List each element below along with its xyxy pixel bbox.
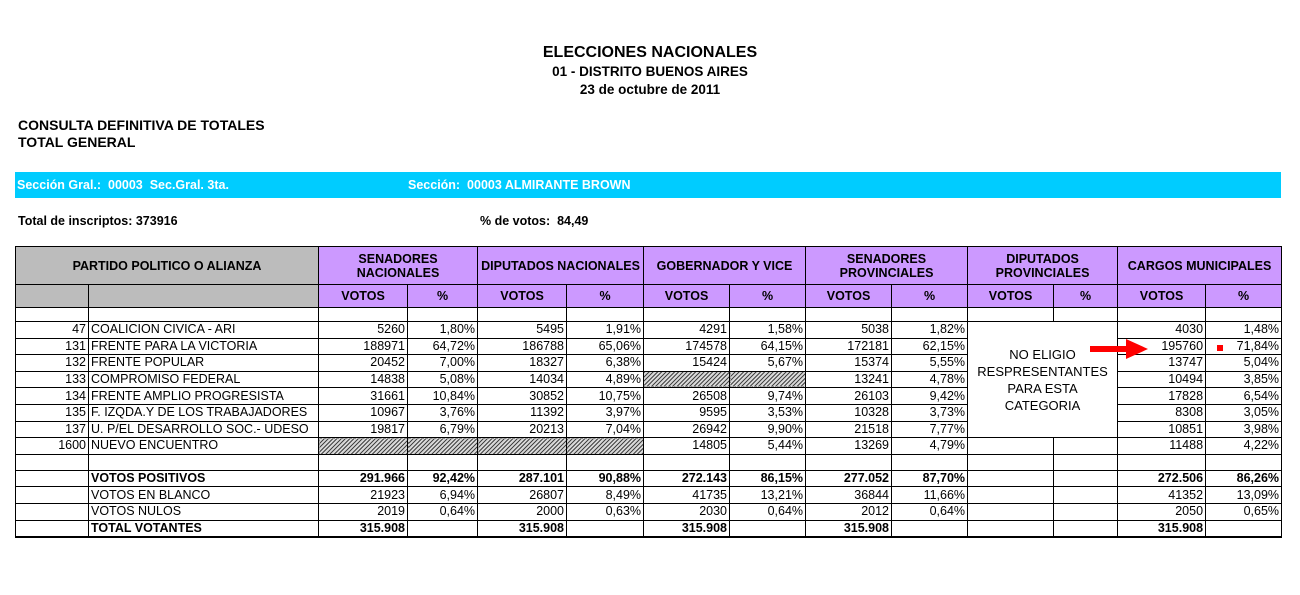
percent-cell: 6,54% <box>1206 388 1282 405</box>
percent-cell: 10,84% <box>408 388 478 405</box>
spacer-cell <box>1118 308 1206 322</box>
percent-cell: 71,84% <box>1206 338 1282 355</box>
percent-cell: 5,08% <box>408 371 478 388</box>
totals-label: VOTOS NULOS <box>89 503 319 520</box>
spacer-cell <box>408 308 478 322</box>
votes-cell: 8308 <box>1118 404 1206 421</box>
party-name: U. P/EL DESARROLLO SOC.- UDESO <box>89 421 319 438</box>
percent-cell: 1,91% <box>567 322 644 339</box>
percent-cell: 6,94% <box>408 487 478 504</box>
percent-cell: 13,21% <box>730 487 806 504</box>
totals-row <box>16 470 1282 487</box>
votes-cell: 10967 <box>319 404 408 421</box>
percent-cell: 6,79% <box>408 421 478 438</box>
spacer-cell <box>16 454 89 470</box>
votes-cell: 5495 <box>478 322 567 339</box>
not-applicable-cell <box>319 438 408 455</box>
percent-cell: 64,72% <box>408 338 478 355</box>
percent-cell: 5,04% <box>1206 355 1282 372</box>
percent-cell: 7,77% <box>892 421 968 438</box>
party-row <box>16 438 1282 455</box>
category-header: CARGOS MUNICIPALES <box>1118 247 1282 285</box>
votes-cell: 4030 <box>1118 322 1206 339</box>
party-code: 131 <box>16 338 89 355</box>
section-bar <box>15 172 1281 198</box>
votes-cell: 13747 <box>1118 355 1206 372</box>
votes-cell: 315.908 <box>806 520 892 537</box>
party-column-header: PARTIDO POLITICO O ALIANZA <box>16 247 319 285</box>
votes-cell: 5260 <box>319 322 408 339</box>
percent-cell: 4,79% <box>892 438 968 455</box>
percent-cell: 13,09% <box>1206 487 1282 504</box>
category-header: DIPUTADOS NACIONALES <box>478 247 644 285</box>
seccion-label: Sección: 00003 ALMIRANTE BROWN <box>408 178 631 192</box>
no-eligio-note: NO ELIGIO RESPRESENTANTES PARA ESTA CATEGORIA <box>968 322 1118 438</box>
spacer-cell <box>89 308 319 322</box>
not-applicable-cell <box>478 438 567 455</box>
spacer-cell <box>968 454 1054 470</box>
votes-cell: 41735 <box>644 487 730 504</box>
votes-cell: 2050 <box>1118 503 1206 520</box>
votes-cell: 5038 <box>806 322 892 339</box>
empty-cell <box>1054 487 1118 504</box>
percent-cell: 3,98% <box>1206 421 1282 438</box>
election-date: 23 de octubre de 2011 <box>579 82 721 97</box>
votes-cell: 10328 <box>806 404 892 421</box>
spacer-cell <box>1206 454 1282 470</box>
votes-cell: 26508 <box>644 388 730 405</box>
party-code: 137 <box>16 421 89 438</box>
spacer-cell <box>644 308 730 322</box>
votes-cell: 13241 <box>806 371 892 388</box>
spacer-cell <box>567 308 644 322</box>
total-inscriptos: Total de inscriptos: 373916 <box>18 214 178 228</box>
votes-cell: 2019 <box>319 503 408 520</box>
percent-cell: 9,74% <box>730 388 806 405</box>
percent-cell: 86,15% <box>730 470 806 487</box>
totals-label: TOTAL VOTANTES <box>89 520 319 537</box>
seccion-gral-label: Sección Gral.: 00003 Sec.Gral. 3ta. <box>17 178 229 192</box>
votes-cell: 21518 <box>806 421 892 438</box>
percent-cell: 9,90% <box>730 421 806 438</box>
party-row <box>16 322 1282 339</box>
percent-cell: 92,42% <box>408 470 478 487</box>
empty-cell <box>968 470 1054 487</box>
percent-cell: 1,82% <box>892 322 968 339</box>
votes-cell: 14805 <box>644 438 730 455</box>
red-dot-marker <box>1217 345 1223 351</box>
percent-cell: 0,63% <box>567 503 644 520</box>
percent-cell: 3,85% <box>1206 371 1282 388</box>
votes-cell: 14034 <box>478 371 567 388</box>
votos-header: VOTOS <box>478 285 567 308</box>
not-applicable-cell <box>408 438 478 455</box>
empty-cell <box>968 503 1054 520</box>
votes-cell: 287.101 <box>478 470 567 487</box>
header-blank <box>16 285 89 308</box>
votos-header: VOTOS <box>644 285 730 308</box>
votes-cell: 2012 <box>806 503 892 520</box>
totals-label: VOTOS EN BLANCO <box>89 487 319 504</box>
spacer-row <box>16 454 1282 470</box>
votes-cell: 31661 <box>319 388 408 405</box>
percent-cell: 0,65% <box>1206 503 1282 520</box>
percent-cell: 86,26% <box>1206 470 1282 487</box>
percent-cell: 87,70% <box>892 470 968 487</box>
pct-header: % <box>567 285 644 308</box>
totals-row <box>16 520 1282 537</box>
votes-cell: 20452 <box>319 355 408 372</box>
percent-cell: 4,78% <box>892 371 968 388</box>
party-name: FRENTE AMPLIO PROGRESISTA <box>89 388 319 405</box>
results-table <box>15 246 1282 538</box>
votes-cell: 9595 <box>644 404 730 421</box>
votes-cell: 26942 <box>644 421 730 438</box>
spacer-cell <box>478 454 567 470</box>
empty-cell <box>1054 438 1118 455</box>
percent-cell: 5,67% <box>730 355 806 372</box>
spacer-cell <box>319 308 408 322</box>
consulta-title: CONSULTA DEFINITIVA DE TOTALES <box>18 117 265 133</box>
not-applicable-cell <box>644 371 730 388</box>
empty-cell <box>968 520 1054 537</box>
spacer-cell <box>319 454 408 470</box>
votes-cell: 15424 <box>644 355 730 372</box>
percent-cell <box>730 520 806 537</box>
votes-cell: 277.052 <box>806 470 892 487</box>
party-name: NUEVO ENCUENTRO <box>89 438 319 455</box>
pct-header: % <box>892 285 968 308</box>
totals-blank <box>16 520 89 537</box>
votes-cell: 188971 <box>319 338 408 355</box>
consulta-subtitle: TOTAL GENERAL <box>18 134 136 150</box>
not-applicable-cell <box>730 371 806 388</box>
percent-cell: 10,75% <box>567 388 644 405</box>
votes-cell: 14838 <box>319 371 408 388</box>
percent-cell: 7,04% <box>567 421 644 438</box>
party-code: 133 <box>16 371 89 388</box>
votes-cell: 21923 <box>319 487 408 504</box>
percent-cell: 7,00% <box>408 355 478 372</box>
totals-blank <box>16 487 89 504</box>
party-code: 47 <box>16 322 89 339</box>
votes-cell: 2000 <box>478 503 567 520</box>
votes-cell: 20213 <box>478 421 567 438</box>
votos-header: VOTOS <box>806 285 892 308</box>
page-title: ELECCIONES NACIONALES <box>542 44 758 61</box>
spacer-cell <box>806 308 892 322</box>
percent-cell <box>567 520 644 537</box>
empty-cell <box>1054 520 1118 537</box>
percent-cell: 90,88% <box>567 470 644 487</box>
empty-cell <box>968 487 1054 504</box>
percent-cell <box>892 520 968 537</box>
porcentaje-votos: % de votos: 84,49 <box>480 214 589 228</box>
spacer-cell <box>730 454 806 470</box>
spacer-cell <box>1118 454 1206 470</box>
not-applicable-cell <box>567 438 644 455</box>
category-header: GOBERNADOR Y VICE <box>644 247 806 285</box>
spacer-cell <box>1054 454 1118 470</box>
spacer-cell <box>89 454 319 470</box>
party-name: F. IZQDA.Y DE LOS TRABAJADORES <box>89 404 319 421</box>
votes-cell: 272.506 <box>1118 470 1206 487</box>
percent-cell: 5,44% <box>730 438 806 455</box>
votes-cell: 291.966 <box>319 470 408 487</box>
spacer-cell <box>644 454 730 470</box>
votos-header: VOTOS <box>968 285 1054 308</box>
votes-cell: 26807 <box>478 487 567 504</box>
percent-cell: 64,15% <box>730 338 806 355</box>
pct-header: % <box>730 285 806 308</box>
percent-cell: 11,66% <box>892 487 968 504</box>
percent-cell: 0,64% <box>408 503 478 520</box>
percent-cell: 8,49% <box>567 487 644 504</box>
votes-cell: 10494 <box>1118 371 1206 388</box>
totals-blank <box>16 470 89 487</box>
party-name: FRENTE POPULAR <box>89 355 319 372</box>
votes-cell: 11392 <box>478 404 567 421</box>
votes-cell: 41352 <box>1118 487 1206 504</box>
votes-cell: 315.908 <box>478 520 567 537</box>
empty-cell <box>968 438 1054 455</box>
votes-cell: 315.908 <box>319 520 408 537</box>
spacer-cell <box>1206 308 1282 322</box>
spacer-cell <box>16 308 89 322</box>
votes-cell: 15374 <box>806 355 892 372</box>
votes-cell: 315.908 <box>1118 520 1206 537</box>
party-code: 135 <box>16 404 89 421</box>
spacer-cell <box>892 308 968 322</box>
percent-cell: 3,97% <box>567 404 644 421</box>
percent-cell: 3,05% <box>1206 404 1282 421</box>
totals-label: VOTOS POSITIVOS <box>89 470 319 487</box>
spacer-cell <box>892 454 968 470</box>
votes-cell: 18327 <box>478 355 567 372</box>
percent-cell: 9,42% <box>892 388 968 405</box>
percent-cell: 0,64% <box>892 503 968 520</box>
votes-cell: 186788 <box>478 338 567 355</box>
pct-header: % <box>408 285 478 308</box>
spacer-cell <box>567 454 644 470</box>
votes-cell: 174578 <box>644 338 730 355</box>
votes-cell: 2030 <box>644 503 730 520</box>
percent-cell: 3,76% <box>408 404 478 421</box>
percent-cell: 3,53% <box>730 404 806 421</box>
pct-header: % <box>1206 285 1282 308</box>
empty-cell <box>1054 503 1118 520</box>
votes-cell: 4291 <box>644 322 730 339</box>
empty-cell <box>1054 470 1118 487</box>
district-subtitle: 01 - DISTRITO BUENOS AIRES <box>552 64 748 79</box>
votes-cell: 172181 <box>806 338 892 355</box>
category-header: DIPUTADOS PROVINCIALES <box>968 247 1118 285</box>
votes-cell: 13269 <box>806 438 892 455</box>
percent-cell: 62,15% <box>892 338 968 355</box>
party-name: COALICION CIVICA - ARI <box>89 322 319 339</box>
percent-cell: 0,64% <box>730 503 806 520</box>
percent-cell: 65,06% <box>567 338 644 355</box>
votes-cell: 19817 <box>319 421 408 438</box>
spacer-cell <box>408 454 478 470</box>
totals-row <box>16 503 1282 520</box>
votes-cell: 17828 <box>1118 388 1206 405</box>
votes-cell: 195760 <box>1118 338 1206 355</box>
percent-cell: 4,89% <box>567 371 644 388</box>
votes-cell: 10851 <box>1118 421 1206 438</box>
votos-header: VOTOS <box>1118 285 1206 308</box>
votes-cell: 26103 <box>806 388 892 405</box>
percent-cell: 6,38% <box>567 355 644 372</box>
spacer-cell <box>968 308 1054 322</box>
spacer-cell <box>730 308 806 322</box>
party-code: 132 <box>16 355 89 372</box>
category-header: SENADORES NACIONALES <box>319 247 478 285</box>
party-code: 1600 <box>16 438 89 455</box>
totals-row <box>16 487 1282 504</box>
percent-cell <box>1206 520 1282 537</box>
votes-cell: 11488 <box>1118 438 1206 455</box>
votes-cell: 272.143 <box>644 470 730 487</box>
percent-cell: 1,48% <box>1206 322 1282 339</box>
percent-cell <box>408 520 478 537</box>
spacer-row <box>16 308 1282 322</box>
votos-header: VOTOS <box>319 285 408 308</box>
percent-cell: 1,80% <box>408 322 478 339</box>
spacer-cell <box>806 454 892 470</box>
party-code: 134 <box>16 388 89 405</box>
percent-cell: 5,55% <box>892 355 968 372</box>
votes-cell: 315.908 <box>644 520 730 537</box>
votes-cell: 36844 <box>806 487 892 504</box>
party-name: FRENTE PARA LA VICTORIA <box>89 338 319 355</box>
pct-header: % <box>1054 285 1118 308</box>
party-name: COMPROMISO FEDERAL <box>89 371 319 388</box>
header-blank <box>89 285 319 308</box>
totals-blank <box>16 503 89 520</box>
percent-cell: 1,58% <box>730 322 806 339</box>
votes-cell: 30852 <box>478 388 567 405</box>
spacer-cell <box>478 308 567 322</box>
percent-cell: 4,22% <box>1206 438 1282 455</box>
category-header: SENADORES PROVINCIALES <box>806 247 968 285</box>
red-arrow-annotation <box>1088 337 1150 361</box>
spacer-cell <box>1054 308 1118 322</box>
percent-cell: 3,73% <box>892 404 968 421</box>
